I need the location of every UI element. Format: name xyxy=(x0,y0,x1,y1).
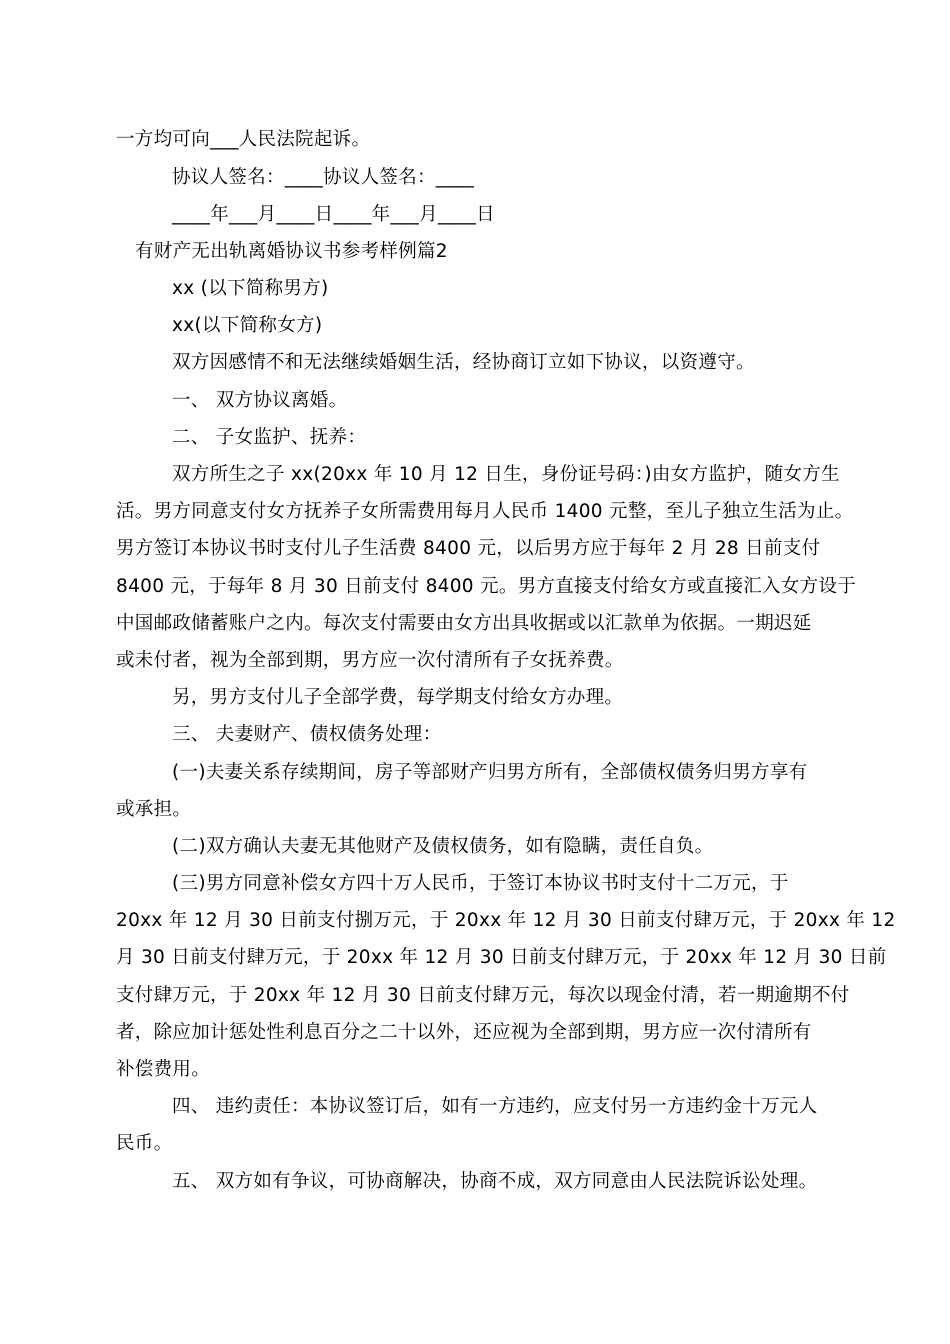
clause-heading: 二、 子女监护、抚养： xyxy=(172,427,367,448)
text-line: 中国邮政储蓄账户之内。每次支付需要由女方出具收据或以汇款单为依据。一期迟延 xyxy=(116,613,812,634)
date-line: ____年___月____日____年___月____日 xyxy=(172,204,495,225)
text-line: (三)男方同意补偿女方四十万人民币，于签订本协议书时支付十二万元，于 xyxy=(172,873,789,894)
text-line: 8400 元，于每年 8 月 30 日前支付 8400 元。男方直接支付给女方或直接汇入女方设于 xyxy=(116,576,857,597)
text-line: 者，除应加计惩处性利息百分之二十以外，还应视为全部到期，男方应一次付清所有 xyxy=(116,1022,812,1043)
text-line: 一方均可向___人民法院起诉。 xyxy=(116,129,371,150)
text-line: 或未付者，视为全部到期，男方应一次付清所有子女抚养费。 xyxy=(116,650,624,671)
text-line: 补偿费用。 xyxy=(116,1059,211,1080)
clause-heading: 四、 违约责任：本协议签订后，如有一方违约，应支付另一方违约金十万元人 xyxy=(172,1096,818,1117)
signature-line: 协议人签名：____协议人签名：____ xyxy=(172,167,475,188)
text-line: 另，男方支付儿子全部学费，每学期支付给女方办理。 xyxy=(172,687,624,708)
text-line: (一)夫妻关系存续期间，房子等部财产归男方所有，全部债权债务归男方享有 xyxy=(172,762,808,783)
party-line: xx (以下简称男方) xyxy=(172,278,329,299)
clause-heading: 五、 双方如有争议，可协商解决，协商不成，双方同意由人民法院诉讼处理。 xyxy=(172,1171,818,1192)
text-line: 或承担。 xyxy=(116,799,192,820)
text-line: (二)双方确认夫妻无其他财产及债权债务，如有隐瞒，责任自负。 xyxy=(172,836,714,857)
text-line: 20xx 年 12 月 30 日前支付捌万元，于 20xx 年 12 月 30 日前支付肆万元，于 20xx 年 12 xyxy=(116,910,896,931)
clause-heading: 三、 夫妻财产、债权债务处理： xyxy=(172,724,442,745)
text-line: 支付肆万元，于 20xx 年 12 月 30 日前支付肆万元，每次以现金付清，若一期逾期不付 xyxy=(116,985,850,1006)
text-line: 男方签订本协议书时支付儿子生活费 8400 元，以后男方应于每年 2 月 28 日前支付 xyxy=(116,538,821,559)
section-heading: 有财产无出轨离婚协议书参考样例篇2 xyxy=(135,241,448,262)
text-line: 活。男方同意支付女方抚养子女所需费用每月人民币 1400 元整，至儿子独立生活为止。 xyxy=(116,501,854,522)
text-line: 双方所生之子 xx(20xx 年 10 月 12 日生，身份证号码：)由女方监护，随女方生 xyxy=(172,464,840,485)
party-line: xx(以下简称女方) xyxy=(172,315,323,336)
text-line: 双方因感情不和无法继续婚姻生活，经协商订立如下协议，以资遵守。 xyxy=(172,352,755,373)
text-line: 民币。 xyxy=(116,1133,173,1154)
text-line: 月 30 日前支付肆万元，于 20xx 年 12 月 30 日前支付肆万元，于 20xx 年 12 月 30 日前 xyxy=(116,947,887,968)
clause-heading: 一、 双方协议离婚。 xyxy=(172,390,348,411)
